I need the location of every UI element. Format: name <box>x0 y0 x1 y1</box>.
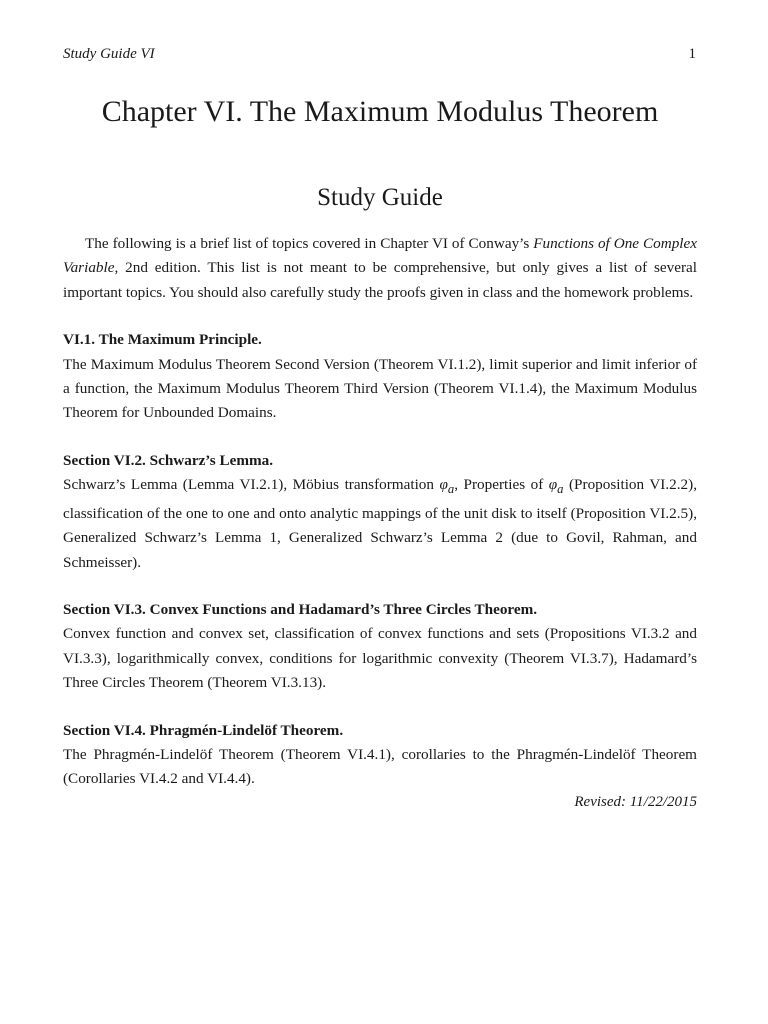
section-heading: Section VI.3. Convex Functions and Hadamard’s Three Circles Theorem. <box>63 600 538 618</box>
section-body-part: , Properties of <box>454 476 549 494</box>
section-heading: VI.1. The Maximum Principle. <box>63 331 262 349</box>
revised-date: Revised: 11/22/2015 <box>574 794 697 810</box>
intro-paragraph <box>63 232 697 305</box>
document-body <box>63 232 697 792</box>
study-guide-subtitle: Study Guide <box>317 184 443 211</box>
chapter-title: Chapter VI. The Maximum Modulus Theorem <box>101 95 659 128</box>
section-vi-1 <box>63 328 697 426</box>
section-body: The Maximum Modulus Theorem Second Version (Theorem VI.1.2), limit superior and limit inferior of a function, the Maximum Modulus Theorem Third Version (Theorem VI.1.4), the Maximum Modulus Theorem for Unbounded Domains. <box>63 355 697 422</box>
book-title: Functions of One Complex Variable <box>63 235 697 277</box>
phi-subscript: a <box>557 482 564 497</box>
page-number: 1 <box>688 46 696 62</box>
section-body <box>63 473 697 575</box>
section-vi-4 <box>63 719 697 792</box>
phi-symbol: φ <box>439 476 448 494</box>
section-body: The Phragmén-Lindelöf Theorem (Theorem VI.4.1), corollaries to the Phragmén-Lindelöf Theorem (Corollaries VI.4.2 and VI.4.4). <box>63 745 697 788</box>
section-vi-2 <box>63 449 697 575</box>
section-heading: Section VI.4. Phragmén-Lindelöf Theorem. <box>63 721 344 739</box>
intro-text-after: , 2nd edition. This list is not meant to be comprehensive, but only gives a list of several important topics. You should also carefully study the proofs given in class and the homework problems. <box>63 259 697 301</box>
section-body-part: Schwarz’s Lemma (Lemma VI.2.1), Möbius transformation <box>63 476 440 494</box>
section-body: Convex function and convex set, classification of convex functions and sets (Propositions VI.3.2 and VI.3.3), logarithmically convex, conditions for logarithmic convexity (Theorem VI.3.7), Hadamard’s Three Circles Theorem (Theorem VI.3.13). <box>63 625 697 692</box>
phi-symbol: φ <box>548 476 558 494</box>
section-body-part: (Proposition VI.2.2), classification of the one to one and onto analytic mappings of the unit disk to itself (Proposition VI.2.5), Generalized Schwarz’s Lemma 1, Generalized Schwarz’s Lemma 2 (due to Govil, Rahman, and Schmeisser). <box>63 476 697 571</box>
phi-subscript: a <box>447 482 455 497</box>
section-vi-3 <box>63 598 697 696</box>
running-header-title: Study Guide VI <box>63 46 155 62</box>
intro-text-before: The following is a brief list of topics covered in Chapter VI of Conway’s <box>85 235 534 252</box>
section-heading: Section VI.2. Schwarz’s Lemma. <box>63 451 274 469</box>
